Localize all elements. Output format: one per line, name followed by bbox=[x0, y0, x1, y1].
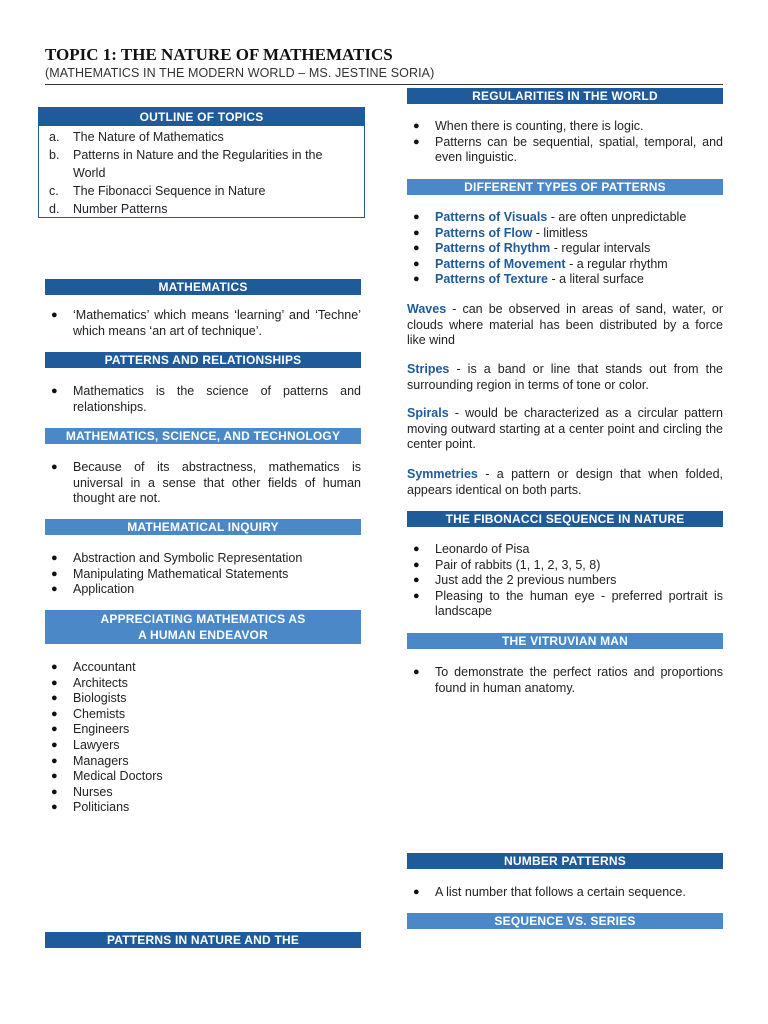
outline-item-text: Patterns in Nature and the Regularities in the World bbox=[73, 148, 323, 180]
vitruvian-list bbox=[407, 665, 723, 696]
inquiry-list bbox=[45, 551, 361, 598]
section-heading-number-patterns: NUMBER PATTERNS bbox=[407, 853, 723, 869]
spirals-term: Spirals bbox=[407, 406, 449, 420]
list-item: ● Patterns can be sequential, spatial, temporal, and even linguistic. bbox=[407, 135, 723, 166]
outline-item bbox=[49, 200, 364, 218]
math-sci-tech-list bbox=[45, 460, 361, 507]
symmetries-term: Symmetries bbox=[407, 467, 478, 481]
pattern-types-list bbox=[407, 210, 723, 288]
pattern-desc: - regular intervals bbox=[550, 241, 651, 256]
list-item: ● Biologists bbox=[45, 691, 361, 707]
number-patterns-list bbox=[407, 885, 723, 901]
patterns-relationships-list bbox=[45, 384, 361, 415]
outline-item bbox=[49, 182, 364, 200]
section-heading-types: DIFFERENT TYPES OF PATTERNS bbox=[407, 179, 723, 195]
outline-item bbox=[49, 128, 364, 146]
list-item: ● To demonstrate the perfect ratios and proportions found in human anatomy. bbox=[407, 665, 723, 696]
list-item: ● Pair of rabbits (1, 1, 2, 3, 5, 8) bbox=[407, 558, 723, 574]
list-item: ● Mathematics is the science of patterns and relationships. bbox=[45, 384, 361, 415]
list-item: ● ‘Mathematics’ which means ‘learning’ and ‘Techne’ which means ‘an art of technique’. bbox=[45, 308, 361, 339]
outline-list bbox=[39, 126, 364, 218]
symmetries-desc: - a pattern or design that when folded, appears identical on both parts. bbox=[407, 467, 723, 497]
list-item: ● Leonardo of Pisa bbox=[407, 542, 723, 558]
section-heading-patterns-nature: PATTERNS IN NATURE AND THE bbox=[45, 932, 361, 948]
list-item bbox=[407, 272, 723, 288]
outline-item-label: b. bbox=[49, 148, 60, 162]
pattern-desc: - are often unpredictable bbox=[547, 210, 687, 224]
list-item: ● Lawyers bbox=[45, 738, 361, 754]
section-heading-mathematics: MATHEMATICS bbox=[45, 279, 361, 295]
pattern-term: Patterns of Rhythm bbox=[435, 241, 551, 256]
careers-list bbox=[45, 660, 361, 816]
waves-desc: - can be observed in areas of sand, water, or clouds where material has been distributed by a force like wind bbox=[407, 302, 723, 348]
list-item: ● Pleasing to the human eye - preferred portrait is landscape bbox=[407, 589, 723, 620]
pattern-term: Patterns of Texture bbox=[435, 272, 548, 287]
page-title: TOPIC 1: THE NATURE OF MATHEMATICS bbox=[45, 45, 393, 64]
list-item: ● Managers bbox=[45, 754, 361, 770]
section-heading-appreciating bbox=[45, 610, 361, 644]
page-subtitle: (MATHEMATICS IN THE MODERN WORLD – MS. JESTINE SORIA) bbox=[45, 66, 435, 80]
outline-item-text: The Fibonacci Sequence in Nature bbox=[73, 184, 266, 198]
outline-item-text: The Nature of Mathematics bbox=[73, 130, 224, 144]
list-item: ● A list number that follows a certain sequence. bbox=[407, 885, 723, 901]
section-heading-patterns-relationships: PATTERNS AND RELATIONSHIPS bbox=[45, 352, 361, 368]
list-item bbox=[407, 241, 723, 257]
list-item: ● Nurses bbox=[45, 785, 361, 801]
pattern-desc: - a regular rhythm bbox=[565, 256, 668, 271]
outline-item-label: a. bbox=[49, 130, 60, 144]
list-item: ● Just add the 2 previous numbers bbox=[407, 573, 723, 589]
list-item: ● Politicians bbox=[45, 800, 361, 816]
section-heading-fibonacci: THE FIBONACCI SEQUENCE IN NATURE bbox=[407, 511, 723, 527]
regularities-list bbox=[407, 119, 723, 166]
outline-item bbox=[49, 146, 364, 182]
pattern-desc: - a literal surface bbox=[548, 272, 644, 287]
outline-item-label: d. bbox=[49, 202, 60, 216]
stripes-desc: - is a band or line that stands out from the surrounding region in terms of tone or color. bbox=[407, 362, 723, 392]
outline-heading: OUTLINE OF TOPICS bbox=[39, 108, 364, 126]
waves-term: Waves bbox=[407, 302, 447, 316]
fibonacci-list bbox=[407, 542, 723, 620]
outline-item-label: c. bbox=[49, 184, 59, 198]
list-item: ● Engineers bbox=[45, 722, 361, 738]
list-item bbox=[407, 257, 723, 273]
list-item: ● Accountant bbox=[45, 660, 361, 676]
section-heading-math-sci-tech: MATHEMATICS, SCIENCE, AND TECHNOLOGY bbox=[45, 428, 361, 444]
appreciating-heading-line2: A HUMAN ENDEAVOR bbox=[138, 628, 268, 642]
section-heading-sequence-series: SEQUENCE VS. SERIES bbox=[407, 913, 723, 929]
spirals-desc: - would be characterized as a circular pattern moving outward starting at a center point and circling the center point. bbox=[407, 406, 723, 452]
pattern-term: Patterns of Movement bbox=[435, 256, 566, 271]
list-item bbox=[407, 210, 723, 226]
stripes-term: Stripes bbox=[407, 362, 450, 376]
waves-paragraph bbox=[407, 302, 723, 349]
pattern-term: Patterns of Flow bbox=[435, 225, 533, 240]
list-item: ● Because of its abstractness, mathematics is universal in a sense that other fields of human thought are not. bbox=[45, 460, 361, 507]
list-item: ● Chemists bbox=[45, 707, 361, 723]
header-rule bbox=[45, 84, 723, 85]
section-heading-regularities: REGULARITIES IN THE WORLD bbox=[407, 88, 723, 104]
stripes-paragraph bbox=[407, 362, 723, 393]
pattern-desc: - limitless bbox=[532, 225, 588, 240]
list-item: ● Application bbox=[45, 582, 361, 598]
section-heading-inquiry: MATHEMATICAL INQUIRY bbox=[45, 519, 361, 535]
outline-item-text: Number Patterns bbox=[73, 202, 168, 216]
list-item: ● Architects bbox=[45, 676, 361, 692]
list-item: ● Medical Doctors bbox=[45, 769, 361, 785]
pattern-term: Patterns of Visuals bbox=[435, 210, 548, 224]
list-item: ● Abstraction and Symbolic Representation bbox=[45, 551, 361, 567]
appreciating-heading-line1: APPRECIATING MATHEMATICS AS bbox=[100, 612, 306, 626]
list-item: ● Manipulating Mathematical Statements bbox=[45, 567, 361, 583]
list-item bbox=[407, 226, 723, 242]
spirals-paragraph bbox=[407, 406, 723, 453]
list-item: ● When there is counting, there is logic. bbox=[407, 119, 723, 135]
outline-box bbox=[38, 107, 365, 218]
mathematics-list bbox=[45, 308, 361, 339]
symmetries-paragraph bbox=[407, 467, 723, 498]
section-heading-vitruvian: THE VITRUVIAN MAN bbox=[407, 633, 723, 649]
